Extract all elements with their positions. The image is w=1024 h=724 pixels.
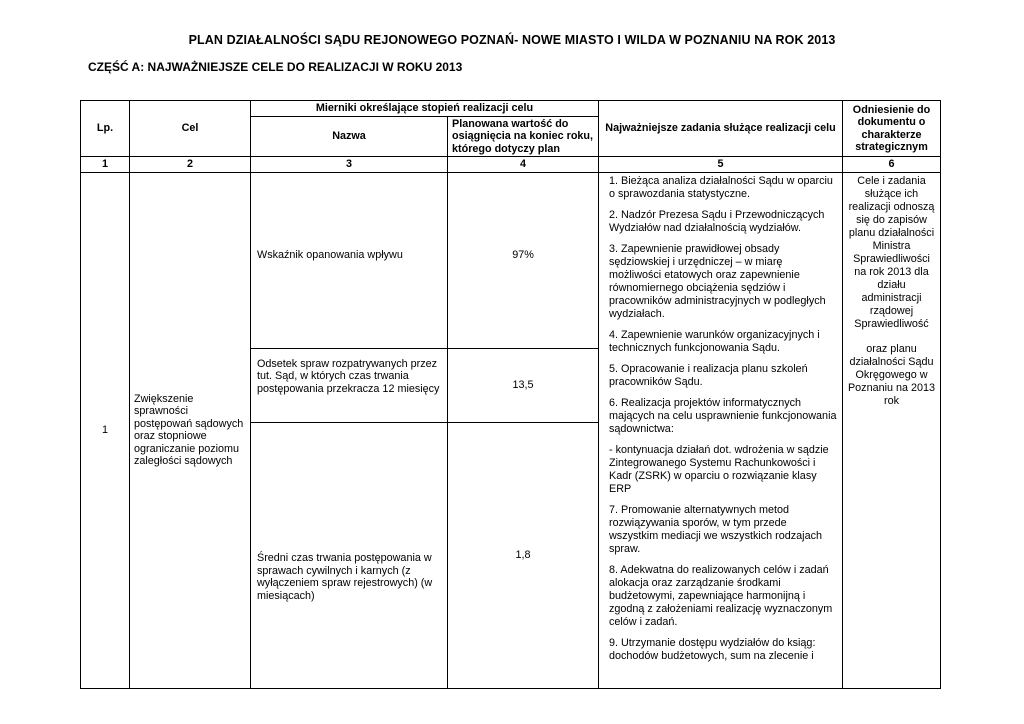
column-number: 2 [130, 157, 251, 173]
table-row [81, 172, 941, 348]
measure-name-text: Średni czas trwania postępowania w sprawach cywilnych i karnych (z wyłączeniem spraw rejestrowych) (w miesiącach) [257, 552, 433, 602]
measure-name-text: Wskaźnik opanowania wpływu [257, 248, 403, 261]
header-lp: Lp. [81, 101, 130, 157]
task-item: 1. Bieżąca analiza działalności Sądu w oparciu o sprawozdania statystyczne. [609, 174, 833, 200]
plan-table [80, 100, 941, 689]
header-cel: Cel [130, 101, 251, 157]
measure-value: 13,5 [448, 348, 599, 422]
task-item: 5. Opracowanie i realizacja planu szkoleń pracowników Sądu. [609, 362, 808, 388]
task-item: 3. Zapewnienie prawidłowej obsady sędziowskiej i urzędniczej – w miarę możliwości etatowych oraz zapewnienie równomiernego obciążenia sędziów i pracowników administracyjnych w podległych wydziałach. [609, 242, 826, 320]
header-zadania: Najważniejsze zadania służące realizacji celu [599, 101, 843, 157]
column-number-row [81, 157, 941, 173]
page-title: PLAN DZIAŁALNOŚCI SĄDU REJONOWEGO POZNAŃ- NOWE MIASTO I WILDA W POZNANIU NA ROK 2013 [188, 33, 836, 47]
task-item: 8. Adekwatna do realizowanych celów i zadań alokacja oraz zarządzanie środkami budżetowymi, zapewniające harmonijną i zgodną z założeniami realizację wyznaczonym celów i zadań. [609, 563, 833, 628]
document-ref-text: oraz planu działalności Sądu Okręgowego w Poznaniu na 2013 rok [847, 342, 936, 407]
header-nazwa: Nazwa [251, 116, 448, 157]
document-ref-cell [843, 172, 941, 688]
measure-value [448, 172, 599, 348]
document-ref-text: Cele i zadania służące ich realizacji odnoszą się do zapisów planu działalności Ministra Sprawiedliwości na rok 2013 dla działu administracji rządowej Sprawiedliwość [848, 174, 935, 330]
measure-value-text: 97% [512, 248, 534, 261]
header-odniesienie: Odniesienie do dokumentu o charakterze strategicznym [843, 101, 941, 157]
measure-name [251, 172, 448, 348]
section-title: CZĘŚĆ A: NAJWAŻNIEJSZE CELE DO REALIZACJI W ROKU 2013 [88, 60, 463, 74]
task-item: 6. Realizacja projektów informatycznych mających na celu usprawnienie funkcjonowania sądownictwa: [609, 396, 837, 435]
tasks-list [609, 175, 837, 679]
tasks-cell [599, 172, 843, 688]
measure-name: Odsetek spraw rozpatrywanych przez tut. Sąd, w których czas trwania postępowania przekracza 12 miesięcy [251, 348, 448, 422]
column-number: 5 [599, 157, 843, 173]
task-item: - kontynuacja działań dot. wdrożenia w sądzie Zintegrowanego Systemu Rachunkowości i Kadr (ZSRK) w oparciu o rozwiązanie klasy ERP [609, 443, 829, 495]
task-item: 4. Zapewnienie warunków organizacyjnych i technicznych funkcjonowania Sądu. [609, 328, 820, 354]
column-number: 4 [448, 157, 599, 173]
column-number: 3 [251, 157, 448, 173]
task-item: 2. Nadzór Prezesa Sądu i Przewodniczących Wydziałów nad działalnością wydziałów. [609, 208, 825, 234]
column-number: 1 [81, 157, 130, 173]
measure-value: 1,8 [448, 422, 599, 688]
task-item: 7. Promowanie alternatywnych metod rozwiązywania sporów, w tym przede wszystkim mediacji we wszystkich rodzajach spraw. [609, 503, 822, 555]
row-cel: Zwiększenie sprawności postępowań sądowych oraz stopniowe ograniczanie poziomu zaległości sądowych [130, 172, 251, 688]
header-mierniki: Mierniki określające stopień realizacji celu [251, 101, 599, 117]
measure-name [251, 422, 448, 688]
task-item: 9. Utrzymanie dostępu wydziałów do ksiąg: dochodów budżetowych, sum na zlecenie i [609, 636, 816, 662]
header-planowana: Planowana wartość do osiągnięcia na koniec roku, którego dotyczy plan [448, 116, 599, 157]
row-lp: 1 [81, 172, 130, 688]
column-number: 6 [843, 157, 941, 173]
